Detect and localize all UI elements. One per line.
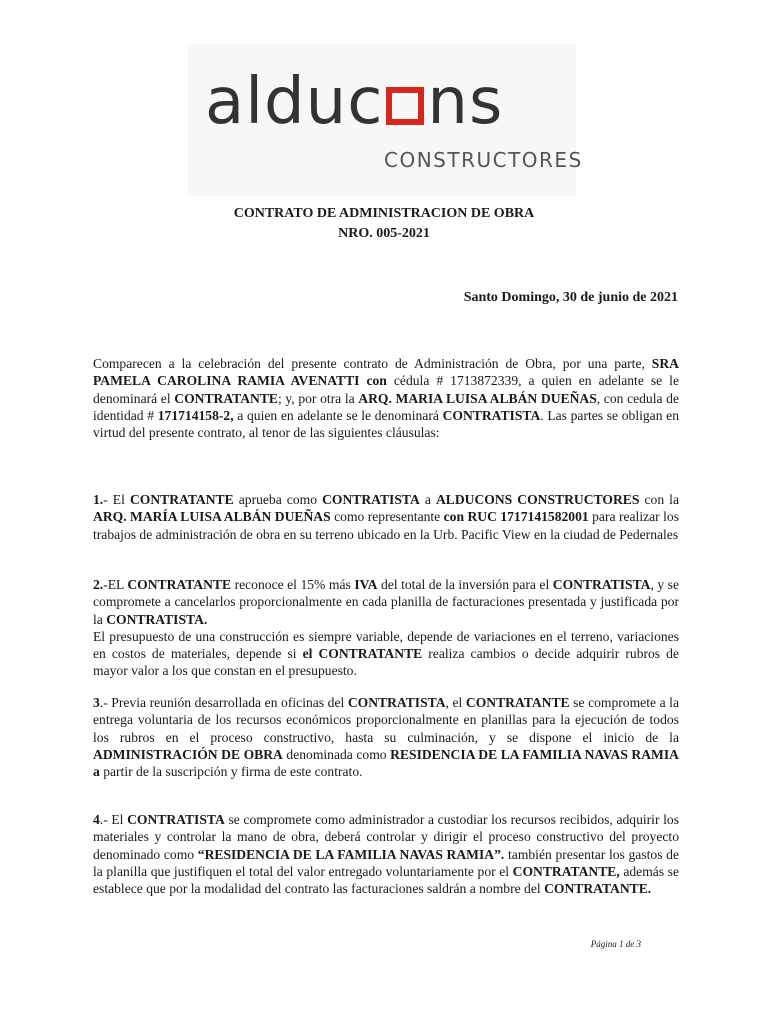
clause-1: 1.- El CONTRATANTE aprueba como CONTRATISTA a ALDUCONS CONSTRUCTORES con la ARQ. MARÍA LUISA ALBÁN DUEÑAS como representante con RUC 1717141582001 para realizar los trabajos de administración de obra en su terreno ubicado en la Urb. Pacific View en la ciudad de Pedernales bbox=[93, 492, 679, 542]
contract-number: NRO. 005-2021 bbox=[338, 226, 430, 241]
document-title: CONTRATO DE ADMINISTRACION DE OBRA bbox=[233, 206, 535, 221]
clause-2: 2.-EL CONTRATANTE reconoce el 15% más IVA del total de la inversión para el CONTRATISTA, y se compromete a cancelarlos proporcionalmente en cada planilla de facturaciones presentada y justificada por la CONTRATISTA. El presupuesto de una construcción es siempre variable, depende de variaciones en el terreno, variaciones en costos de materiales, depende si el CONTRATANTE realiza cambios o decide adquirir rubros de mayor valor a los que constan en el presupuesto. bbox=[93, 577, 680, 679]
logo-text-end: ns bbox=[427, 65, 504, 139]
place-date: Santo Domingo, 30 de junio de 2021 bbox=[463, 290, 678, 305]
logo-text-start: alduc bbox=[205, 65, 384, 139]
clause-4: 4.- El CONTRATISTA se compromete como administrador a custodiar los recursos recibidos, adquirir los materiales y controlar la mano de obra, deberá controlar y dirigir el proceso constructivo del proyecto denominado como “RESIDENCIA DE LA FAMILIA NAVAS RAMIA”. también presentar los gastos de la planilla que justifiquen el total del valor entregado voluntariamente por el CONTRATANTE, además se establece que por la modalidad del contrato las facturaciones saldrán a nombre del CONTRATANTE. bbox=[93, 812, 679, 897]
intro-paragraph: Comparecen a la celebración del presente contrato de Administración de Obra, por una parte, SRA PAMELA CAROLINA RAMIA AVENATTI con cédula # 1713872339, a quien en adelante se le denominará el CONTRATANTE; y, por otra la ARQ. MARIA LUISA ALBÁN DUEÑAS, con cedula de identidad # 171714158-2, a quien en adelante se le denominará CONTRATISTA. Las partes se obligan en virtud del presente contrato, al tenor de las siguientes cláusulas: bbox=[93, 356, 680, 441]
logo-subtitle: CONSTRUCTORES bbox=[384, 148, 583, 172]
company-logo bbox=[205, 65, 504, 139]
clause-3: 3.- Previa reunión desarrollada en oficinas del CONTRATISTA, el CONTRATANTE se compromete a la entrega voluntaria de los recursos económicos proporcionalmente en planillas para la ejecución de todos los rubros en el proceso constructivo, hasta su culminación, y se dispone el inicio de la ADMINISTRACIÓN DE OBRA denominada como RESIDENCIA DE LA FAMILIA NAVAS RAMIA a partir de la suscripción y firma de este contrato. bbox=[93, 695, 679, 780]
logo-square-icon bbox=[386, 87, 424, 125]
page-number: Página 1 de 3 bbox=[590, 939, 641, 949]
